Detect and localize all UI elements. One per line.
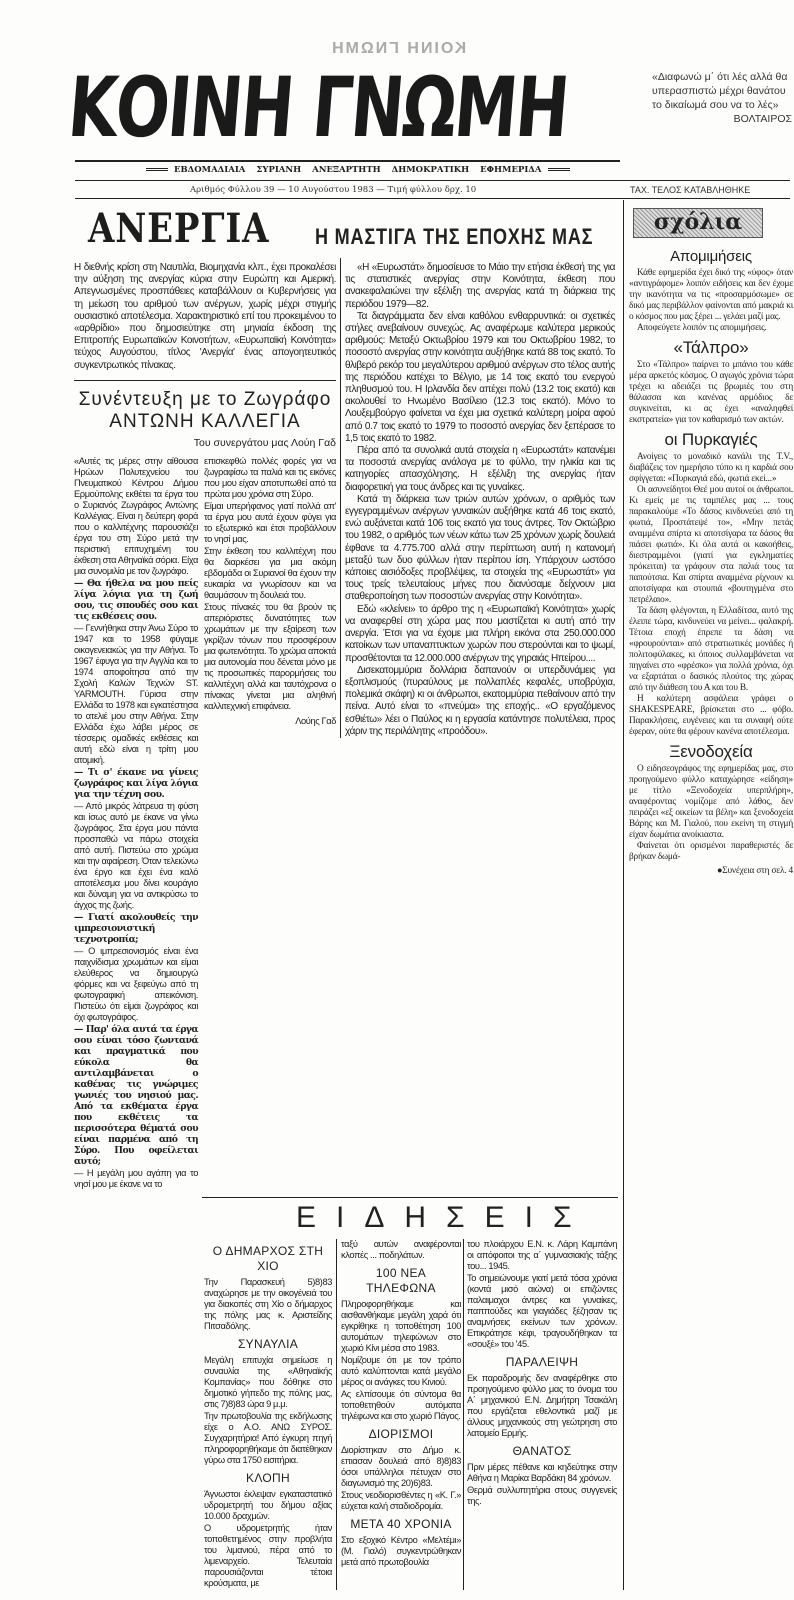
interview-question: — Τι σ' έκανε να γίνεις ζωγράφος και λίγα λόγια για την τέχνη σου.	[74, 766, 198, 800]
news-column-2	[341, 1239, 461, 1569]
news-header: ΕΙΔΗΣΕΙΣ	[296, 1201, 592, 1234]
interview-title	[74, 389, 336, 433]
comment-text: Ανοίγεις το μοναδικό κανάλι της T.V., διαβάζεις τον ημερήσιο τύπο κι η καρδιά σου σφίγγεται: «Πυρκαγιά εδώ, φωτιά εκεί...»	[629, 452, 793, 484]
lead-subheadline: Η ΜΑΣΤΙΓΑ ΤΗΣ ΕΠΟΧΗΣ ΜΑΣ	[315, 224, 594, 249]
postage-note: ΤΑΧ. ΤΕΛΟΣ ΚΑΤΑΒΛΗΘΗΚΕ	[630, 185, 751, 195]
column-rule	[340, 258, 341, 738]
news-item-heading: ΠΑΡΑΛΕΙΨΗ	[505, 1355, 579, 1369]
news-item-text: Πριν μέρες πέθανε και κηδεύτηκε στην Αθήνα η Μαρίκα Βαρδάκη 84 χρόνων.	[467, 1462, 617, 1483]
news-item-text: Το σημειώνουμε γιατί μετά τόσα χρόνια (κοντά μισό αιώνα) οι επιζώντες παλαιμαχοι άντρες και γυναίκες, παππούδες και γιαγιάδες ξέζησαν τις αναμνήσεις εκείνων των χρόνων. Επικράτησε κέφι, τραγουδήθηκαν τα «σουξέ» του '45.	[467, 1273, 617, 1349]
comment-text: Τα δάση φλέγονται, η Ελλαδίτσα, αυτό της έλειπε τώρα, κινδυνεύει να μείνει... φαλακρή. Τέτοια εποχή έπρεπε τα δάση να «φρουρούνται» από στρατιωτικές μονάδες ή πολιτοφύλακες, κι όποιος συλλαμβάνεται να πηγαίνει στο «φρέσκο» για πολλά χρόνια, όχι να εξαρτάται ο δασικός πλούτος της χώρας από την διάθεση του Α και του Β.	[629, 606, 793, 693]
signature: Λούης Γαδ	[295, 715, 336, 726]
interview-answer: — Από μικρός λάτρευα τη φύση και ίσως αυτό με έκανε να γίνω ζωγράφος. Στα έργα μου πάντα προσπαθώ να πάρω στοιχεία από αυτή. Πιστεύω στο χρώμα και την αφαίρεση. Όταν τελειώνω ένα έργο και έχει ένα καλό αποτέλεσμα μου δίνει κουράγιο και δύναμη για να αντικρύσω το άγχος της ζωής.	[74, 800, 198, 910]
news-item-text: Ο υδρομετρητής ήταν τοποθετημένος στην προβλήτα του λιμανιού, πέρα από το λιμεναρχείο. Τελευταία παρουσιάζονται τέτοια κρούσματα, με	[204, 1523, 332, 1588]
paragraph: Εδώ «κλείνει» το άρθρο της η «Ευρωπαϊκή Κοινότητα» χωρίς να αναφερθεί στη χώρα μας που μαστίζεται κι αυτή από την ανεργία. Έτσι για να έχομε μια πλήρη εικόνα στα 250.000.000 κατοίκων των υπαναπτυκτων χωρών που στερούνται και το ψωμί, προσθέτονται τα 12.000.000 ανέργων της γηραιάς Ηπείρου....	[345, 603, 615, 664]
intro-text: Η διεθνής κρίση στη Ναυτιλία, Βιομηχανία κλπ., έχει προκαλέσει την αύξηση της ανεργίας κύρια στην Ευρώπη και Αμερική. Απεγνωσμένες προσπάθειες καταβάλλουν οι Κυβερνήσεις για τη μείωση του αριθμού των ανέργων, χωρίς μέχρι στιγμής ουσιαστικό αποτέλεσμα. Χαρακτηριστικό επί του προκειμένου το «αρθρίδιο» που δημοσιεύτηκε στη μηνιαία έκδοση της Επιτροπής Ευρωπαϊκών Κοινοτήτων, «Ευρωπαϊκή Κοινότητα» τεύχος Αυγούστου, τίτλος 'Ανεργία' ένας απογοητευτικός συγκεντρωτικός πίνακας.	[74, 262, 336, 371]
paragraph: Τα διαγράμματα δεν είναι καθόλου ενθαρρυντικά: οι σχετικές στήλες ανεβαίνουν συνεχώς. Ας αναφέρωμε καλύτερα μερικούς αριθμούς: Μεταξύ Οκτωβρίου 1979 και του Οκτωβρίου 1982, το ποσοστό ανεργίας στην κοινότητα αυξήθηκε κατά 88 τοις εκατό. Το θλιβερό ρεκόρ του μεγαλύτερου αριθμού ανέργων στο τέλος αυτής της περιόδου κατέχει το Βέλγιο, με 14 τοις εκατό του ενεργού πληθυσμού του. Η Ιρλανδία δεν απέχει πολύ (13.2 τοις εκατό) και ακολουθεί το Ηνωμένο Βασίλειο (12.3 τοις εκατό). Μόνο το Λουξεμβούργο φαίνεται να έχει μια σχετικά καλύτερη μοίρα αφού από 0.7 τοις εκατό το 1979 το ποσοστό ανεργίας δεν ξεπέρασε το 1,5 τοις εκατό το 1982.	[345, 310, 615, 444]
comments-label: σχόλια	[633, 208, 763, 238]
news-item-heading: Ο ΔΗΜΑΡΧΟΣ ΣΤΗ ΧΙΟ	[212, 1244, 324, 1273]
news-item-text: Διορίστηκαν στο Δήμο κ. επιασαν δουλειά από 8)8)83 όσοι υπάλληλοι πέτυχαν στο διαγωνισμό της 20)6)83.	[341, 1445, 461, 1488]
interview-column-1	[74, 456, 198, 1191]
news-item-text: Άγνωστοι έκλεψαν εγκαταστατικό υδρομετρητή του δήμου αξίας 10.000 δραχμών.	[204, 1489, 332, 1521]
comments-column	[629, 244, 793, 877]
left-flow	[74, 262, 336, 1191]
interview-question: — Γιατί ακολουθείς την ιμπρεσιονιστική τεχνοτροπία;	[74, 911, 198, 945]
masthead-rule	[75, 160, 620, 162]
news-item-text: ταξύ αυτών αναφέρονται κλοπές ... ποδηλάτων.	[341, 1239, 461, 1260]
column-rule	[463, 1239, 464, 1590]
interview-answer: — Γεννήθηκα στην Άνω Σύρο το 1947 και το 1958 φύγαμε οικογενειακώς για την Αθήνα. Το 1967 έφυγα για την Αγγλία και το 1974 αποφοίτησα από την Σχολή Καλών Τεχνών ST. YARMOUTH. Γύρισα στην Ελλάδα το 1978 και εγκατέστησα το ατελιέ μου στην Αθήνα. Στην Ελλάδα έχω λάβει μέρος σε τέσσερις ομαδικές εκθέσεις και αυτή εδώ είναι η τρίτη μου ατομική.	[74, 622, 198, 765]
news-item-text: Στο εξοχικό Κέντρο «Μελτέμι» (Μ. Γιαλό) συγκεντρώθηκαν μετά από πρωτοβουλία	[341, 1535, 461, 1567]
interview-answer: — Ο ιμπρεσιονισμός είναι ένα παιχνίδισμα χρωμάτων και είμαι ελεύθερος να δημιουργώ φόρμες και να ξεφεύγω από τη φωτογραφική απεικόνιση. Πιστεύω ότι είμαι ζωγράφος και όχι φωτογράφος.	[74, 945, 198, 1022]
ghost-masthead: ΚΟΙΝΗ ΓΝΩΜΗ	[330, 40, 467, 57]
interview-title-artist: ΑΝΤΩΝΗ ΚΑΛΛΕΓΙΑ	[109, 410, 301, 432]
news-column-1	[204, 1239, 332, 1590]
masthead-subtitle: ΕΒΔΟΜΑΔΙΑΙΑ ΣΥΡΙΑΝΗ ΑΝΕΞΑΡΤΗΤΗ ΔΗΜΟΚΡΑΤΙΚΗ ΕΦΗΜΕΡΙΔΑ	[140, 164, 576, 176]
news-item-text: Νομίζουμε ότι με τον τρόπο αυτό καλύπτονται κατά μεγάλο μέρος οι ανάγκες του Κινιού.	[341, 1355, 461, 1387]
news-item-text: Την πρωτοβουλία της εκδήλωσης είχε ο Α.Ο. ΑΝΩ ΣΥΡΟΣ. Συγχαρητήρια! Από έγκυρη πηγή πληροφορηθήκαμε ότι διατέθηκαν γύρω στα 1750 εισιτήρια.	[204, 1411, 332, 1465]
news-item-heading: 100 ΝΕΑ ΤΗΛΕΦΩΝΑ	[366, 1266, 436, 1295]
column-rule	[336, 1239, 337, 1590]
comment-heading: Απομιμήσεις	[670, 248, 752, 265]
news-item-text: Την Παρασκευή 5)8)83 αναχώρησε με την οικογένειά του για διακοπές στη Χίο ο δήμαρχος της πόλης μας κ. Αριστείδης Πιτσαδόλης.	[204, 1277, 332, 1331]
interview-answer: — Η μεγάλη μου αγάπη για το νησί μου με έκανε να το	[74, 1167, 198, 1189]
masthead-quote	[652, 70, 792, 126]
paragraph: Πέρα από τα συνολικά αυτά στοιχεία η «Ευρωστάτ» κατανέμει τα ποσοστά ανεργίας ανάλογα με το φύλλο, την ηλικία και τις κατηγορίες απασχόλησης. Η εξέλιξη της ανεργίας ήταν διαφορετική για τους άνδρες και τις γυναίκες.	[345, 445, 615, 493]
quote-author: ΒΟΛΤΑΙΡΟΣ	[733, 113, 792, 125]
interview-columns	[74, 456, 336, 1191]
news-item-heading: ΔΙΟΡΙΣΜΟΙ	[368, 1427, 434, 1441]
byline: Του συνεργάτου μας Λούη Γαδ	[193, 436, 336, 449]
column-rule	[623, 200, 624, 1590]
lead-headline: ΑΝΕΡΓΙΑ	[88, 205, 270, 252]
comment-text: Ο ειδησεογράφος της εφημερίδας μας, στο προηγούμενο φύλλο καταχώρησε «είδηση» με τίτλο «Ξενοδοχεία υπερπλήρη», αναφέροντας νομίζομε από λάθος, δεν πειράζει «εξ οικείων τα βέλη» και ξενοδοχεία Βάρης και Μ. Γιαλού, που εκείνη τη στιγμή είχαν δωμάτια ανοίκιαστα.	[629, 764, 793, 840]
paragraph: «Η «Ευρωστάτ» δημοσίευσε το Μάιο την ετήσια έκθεσή της για τις στατιστικές ανεργίας στην Κοινότητα, έκθεση που ανακεφαλαιώνει την εξέλιξη της ανεργίας κατά τη διάρκεια της περιόδου 1979—82.	[345, 262, 615, 310]
news-item-heading: ΜΕΤΑ 40 ΧΡΟΝΙΑ	[350, 1517, 452, 1531]
paragraph: Κατά τη διάρκεια των τριών αυτών χρόνων, ο αριθμός των εγγεγραμμένων ανέργων γυναικών αυξήθηκε κατά 46 τοις εκατό, ενώ αυξάνεται κατά 106 τοις εκατό για τους άντρες. Τον Οκτώβριο του 1982, ο αριθμός των νέων κάτω των 25 χρόνων χωρίς δουλειά έφθανε τα 4.775.700 αλλά στην περίπτωση αυτή η κατανομή μεταξύ των δυο φύλλων ήταν περίπου ίση. Υπάρχουν ωστόσο κάποιες αισιόδοξες προβλέψεις, τα στοιχεία της «Ευρωστάτ» για τους τρείς τελευταίους μήνες που διανύσαμε δείχνουν μια σταθεροποίηση των ποσοστών ανεργίας στην Κοινότητα».	[345, 493, 615, 603]
divider	[75, 180, 790, 181]
news-item-text: Πληροφορηθήκαμε και αισθανθήκαμε μεγάλη χαρά ότι εγκρίθηκε η τοποθέτηση 100 αυτομάτων τηλεφώνων στο χωριό Κίνι μέσα στο 1983.	[341, 1299, 461, 1353]
news-item-text: Μεγάλη επιτυχία σημείωσε η συναυλία της «Αθηναϊκής Κομπανίας» που δόθηκε στο δημοτικό γήπεδο της πόλης μας, στις 7)8)83 ώρα 9 μ.μ.	[204, 1355, 332, 1409]
continued-note: ●Συνέχεια στη σελ. 4	[716, 866, 793, 876]
news-item-text: Στους νεοδιορισθέντες η «Κ. Γ.» εύχεται καλή σταδιοδρομία.	[341, 1490, 461, 1511]
interview-title-line: Συνέντευξη με το Ζωγράφο	[78, 388, 332, 410]
comment-text: Φαίνεται ότι ορισμένοι παραθεριστές δε βρήκαν δωμά-	[629, 841, 793, 862]
news-column-3	[467, 1239, 617, 1508]
interview-column-2	[204, 456, 336, 1191]
divider	[74, 380, 336, 381]
newspaper-title: ΚΟΙΝΗ ΓΝΩΜΗ	[64, 59, 572, 156]
interview-answer: «Αυτές τις μέρες στην αίθουσα Ηρώων Πολυτεχνείου του Πνευματικού Κέντρου Δήμου Ερμούπολης εκθέτει τα έργα του ο Συριανός Ζωγράφος Αντώνης Καλλέγιας. Είναι η δεύτερη φορά που ο καλλιτέχνης παρουσιάζει έργα του στη Σύρο μετά την περιστική επιτυχημένη του έκθεση στα Αθηναϊκά σόρια. Είχα μια συνομιλία με τον ζωγράφο.	[74, 455, 199, 576]
divider	[75, 198, 790, 199]
news-item-text: Ας ελπίσουμε ότι σύντομα θα τοποθετηθούν αυτόματα τηλέφωνα και στο χωριό Πάγος.	[341, 1389, 461, 1421]
comment-text: Κάθε εφημερίδα έχει δικό της «ύφος» όταν «αντιγράφομε» λοιπόν ειδήσεις και δεν έχομε την ικανότητα να τις «προσαρμόσωμε» σε δικό μας περιβάλλον φαίνονται από μακριά κι ο κόσμος που μας ξέρει ... γελάει μαζί μας.	[629, 268, 793, 322]
interview-paragraph: Είμαι υπερήφανος γιατί πολλά απ' τα έργα μου αυτά έχουν φύγει για το εξωτερικό και έτσι προβάλλουν το νησί μας.	[204, 500, 336, 544]
news-item-text: του πλοιάρχου Ε.Ν. κ. Λάρη Καμπάνη οι απόφοιτοι της α΄ γυμνασιακής τάξης του... 1945.	[467, 1239, 617, 1271]
interview-paragraph: Στους πίνακές του θα βρούν τις απεριόριστες δυνατότητες των χρωμάτων με την εξαίρεση των γκρίζων τόνων που προσφέρουν μια φωτεινότητα. Το χρώμα αποκτά μια αυτονομία που δένεται μόνο με τις προσωπικές παρορμήσεις του καλλιτέχνη αλλά και ταυτόχρονα ο πίνακας γίνεται μια αληθινή καλλιτεχνική επιφάνεια.	[204, 601, 336, 711]
divider	[202, 1197, 618, 1198]
interview-paragraph: Στην έκθεση του καλλιτέχνη που θα διαρκέσει για μια ακόμη εβδομάδα οι Συριανοί θα έχουν την ευκαιρία να γνωρίσουν και να θαυμάσουν τη δουλειά του.	[204, 545, 336, 600]
lead-intro	[74, 262, 336, 372]
comment-heading: «Τάλπρο»	[673, 338, 749, 357]
quote-text: «Διαφωνώ μ΄ ότι λές αλλά θα υπερασπιστώ μέχρι θανάτου το δικαίωμά σου να το λές»	[652, 71, 788, 111]
comment-text: Οι ασυνείδητοι Θεέ μου αυτοί οι άνθρωποι. Κι εμείς με τις ταμπέλες μας ... τους παρακαλούμε «Το δάσος κινδυνεύει από τη φωτιά, Προστάτεψέ το», «Μην πετάς αναμμένα σπίρτα κι αποτσίγαρα τα δάσος θα πιάσει φωτιά». Κι όλα αυτά οι κακοήθεις, διεστραμμένοι (γιατί για εγκληματίες πρόκειται) τα γράφουν στα παλιά τους τα παπούτσια. Και σπίρτα αναμμένα ρίχνουν κι αποτσίγαρα και στουπιά «βουτηγμένα στο πετρέλαιο».	[629, 485, 793, 605]
news-item-text: Εκ παραδρομής δεν αναφέρθηκε στο προηγούμενο φύλλο μας το όνομα του Α΄ μηχανικού Ε.Ν. Δημήτρη Τσακάλη που εργάζεται εθελοντικά μαζί με άλλους μηχανικούς στη γεώτρηση στο λατομείο Ερμής.	[467, 1373, 617, 1438]
news-item-heading: ΘΑΝΑΤΟΣ	[512, 1444, 572, 1458]
issue-line: Αριθμός Φύλλου 39 — 10 Αυγούστου 1983 — Τιμή φύλλου δρχ. 10	[190, 185, 477, 195]
comment-text: Η καλύτερη ασφάλεια γράφει ο SHAKESPEARE, βρίσκεται στο ... φόβο. Παρακλήσεις, ευγένειες και τα συναφή ούτε έφεραν, ούτε θα φέρουν κανένα αποτέλεσμα.	[629, 694, 793, 737]
comment-heading: οι Πυρκαγιές	[664, 430, 758, 449]
news-item-heading: ΚΛΟΠΗ	[246, 1471, 290, 1485]
paragraph: Δισεκατομμύρια δολλάρια δαπανούν οι υπερδυνάμεις για εξοπλισμούς (πυραύλους με πολλαπλές κεφαλές, υποβρύχια, πολεμικά σκάφη) κι οι άνθρωποι, εκατομμύρια πεθαίνουν από την πείνα. Αυτό είναι το «πνεύμα» της εποχής.. «Ο εργαζόμενος εσθιέτω» λέει ο Παύλος κι η εργασία κατάντησε πολυτέλεια, προς χάριν της περιλάλητης «προόδου».	[345, 664, 615, 737]
comment-text: Στο «Τάλπρο» παίρνει το μπάνιο του κάθε μέρα αρκετός κόσμος. Ο αγωγός χρόνια τώρα τρέχει κι αδειάζει τις βρωμιές του στη θάλασσα και κανένας αρμόδιος δε συγκινείται, κι ας έχει «αναληφθεί εκστρατεία» για τον καθαρισμό των ακτών.	[629, 360, 793, 425]
news-item-text: Θερμά συλλυπητήρια στους συγγενείς της.	[467, 1485, 617, 1506]
lead-article-body	[345, 262, 615, 738]
news-item-heading: ΣΥΝΑΥΛΙΑ	[237, 1337, 299, 1351]
comment-heading: Ξενοδοχεία	[669, 742, 753, 761]
interview-question: — Παρ' όλα αυτά τα έργα σου είναι τόσο ζωντανά και πραγματικά που εύκολα θα αντιλαμβάνεται ο καθένας τις γνώριμες γωνιές του νησιού μας. Από τα εκθέματα έργα που εκθέτεις τα περισσότερα θέματά σου είναι παρμένα από τη Σύρο. Που οφείλεται αυτό;	[74, 1023, 198, 1167]
comment-text: Αποφεύγετε λοιπόν τις απομιμήσεις.	[637, 323, 767, 333]
interview-question: — Θα ήθελα να μου πείς λίγα λόγια για τη ζωή σου, τις σπουδές σου και τις εκθέσεις σου.	[74, 577, 198, 622]
interview-paragraph: επισκεφθώ πολλές φορές για να ζωγραφίσω τα παλιά και τις εικόνες που μου είχαν αποτυπωθεί από τα πρώτα μου χρόνια στη Σύρο.	[204, 455, 336, 499]
